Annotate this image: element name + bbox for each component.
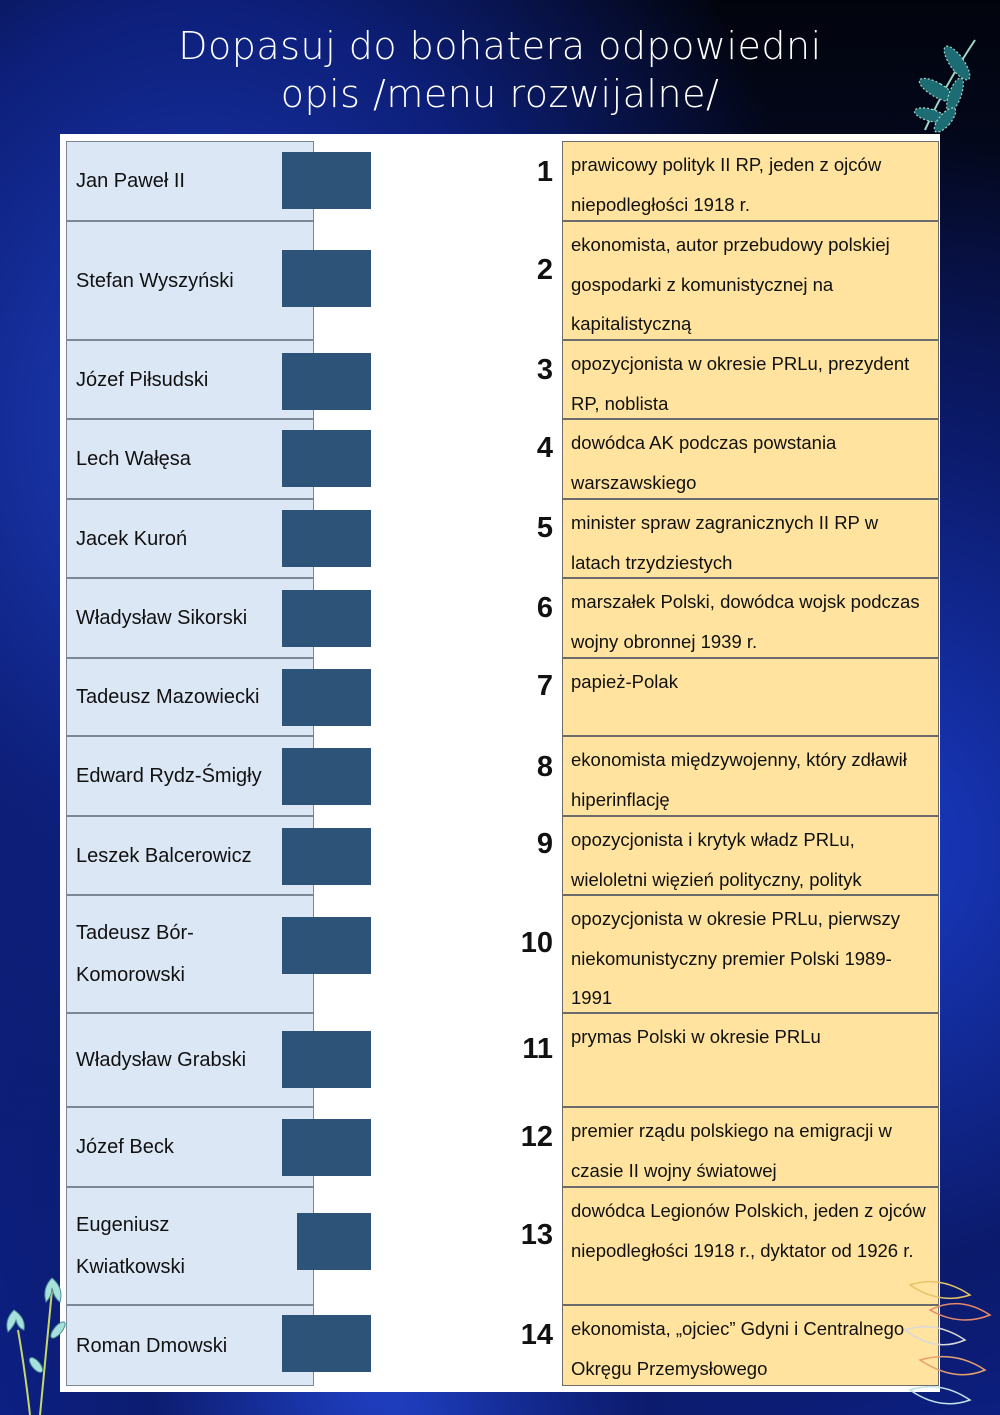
hero-name: Lech Wałęsa — [76, 448, 191, 470]
hero-name: Józef Piłsudski — [76, 368, 209, 391]
leaf-branch-icon — [905, 35, 985, 135]
description-cell: marszałek Polski, dowódca wojsk podczas wojny obronnej 1939 r. — [562, 578, 939, 658]
hero-row — [66, 1107, 314, 1187]
answer-dropdown[interactable] — [282, 917, 371, 974]
hero-name: Stefan Wyszyński — [76, 269, 234, 292]
hero-row — [66, 736, 314, 816]
answer-dropdown[interactable] — [282, 669, 371, 726]
hero-row — [66, 816, 314, 895]
answer-dropdown[interactable] — [282, 828, 371, 885]
hero-row — [66, 419, 314, 499]
page-title — [0, 22, 1000, 118]
answer-dropdown[interactable] — [282, 1119, 371, 1176]
hero-name: Jacek Kuroń — [76, 527, 188, 550]
hero-name: Eugeniusz Kwiatkowski — [76, 1214, 185, 1278]
hero-row — [66, 499, 314, 578]
description-number: 4 — [536, 432, 553, 464]
description-number: 3 — [536, 354, 553, 386]
worksheet — [60, 134, 940, 1392]
hero-name: Tadeusz Mazowiecki — [76, 686, 260, 708]
title-line-2: opis /menu rozwijalne/ — [280, 72, 720, 116]
hero-row — [66, 658, 314, 736]
description-number: 1 — [536, 156, 553, 188]
hero-name: Tadeusz Bór-Komorowski — [76, 922, 194, 986]
hero-row — [66, 340, 314, 419]
description-cell: prawicowy polityk II RP, jeden z ojców niepodległości 1918 r. — [562, 141, 939, 221]
description-cell: papież-Polak — [562, 658, 939, 736]
answer-dropdown[interactable] — [282, 590, 371, 647]
hero-row — [66, 141, 314, 221]
description-cell: minister spraw zagranicznych II RP w latach trzydziestych — [562, 499, 939, 578]
description-number: 13 — [520, 1219, 553, 1251]
answer-dropdown[interactable] — [282, 353, 371, 410]
hero-name: Jan Paweł II — [76, 170, 185, 192]
leaf-outline-icon — [900, 1265, 1000, 1415]
hero-name: Leszek Balcerowicz — [76, 844, 252, 867]
description-cell: ekonomista, autor przebudowy polskiej gospodarki z komunistycznej na kapitalistyczną — [562, 221, 939, 340]
hero-name: Józef Beck — [76, 1136, 174, 1158]
hero-row — [66, 221, 314, 340]
answer-dropdown[interactable] — [282, 510, 371, 567]
description-cell: dowódca Legionów Polskich, jeden z ojców niepodległości 1918 r., dyktator od 1926 r. — [562, 1187, 939, 1305]
description-number: 14 — [520, 1319, 553, 1351]
description-number: 5 — [536, 512, 553, 544]
description-number: 9 — [536, 828, 553, 860]
answer-dropdown[interactable] — [282, 748, 371, 805]
description-cell: dowódca AK podczas powstania warszawskiego — [562, 419, 939, 499]
description-number: 10 — [520, 927, 553, 959]
hero-row — [66, 1013, 314, 1107]
description-number: 6 — [536, 592, 553, 624]
answer-dropdown[interactable] — [282, 1031, 371, 1088]
hero-name: Edward Rydz-Śmigły — [76, 765, 262, 787]
description-number: 12 — [520, 1121, 553, 1153]
description-cell: opozycjonista i krytyk władz PRLu, wieloletni więzień polityczny, polityk — [562, 816, 939, 895]
hero-row — [66, 578, 314, 658]
hero-name: Władysław Grabski — [76, 1049, 247, 1071]
answer-dropdown[interactable] — [282, 1315, 371, 1372]
description-cell: opozycjonista w okresie PRLu, pierwszy niekomunistyczny premier Polski 1989-1991 — [562, 895, 939, 1013]
answer-dropdown[interactable] — [282, 250, 371, 307]
answer-dropdown[interactable] — [297, 1213, 371, 1270]
hero-row — [66, 1187, 314, 1305]
description-number: 2 — [536, 254, 553, 286]
hero-name: Roman Dmowski — [76, 1334, 228, 1357]
description-cell: premier rządu polskiego na emigracji w czasie II wojny światowej — [562, 1107, 939, 1187]
description-cell: ekonomista międzywojenny, który zdławił hiperinflację — [562, 736, 939, 816]
description-number: 11 — [522, 1033, 553, 1065]
flower-sprig-icon — [0, 1270, 80, 1415]
answer-dropdown[interactable] — [282, 430, 371, 487]
description-number: 8 — [536, 751, 553, 783]
description-cell: opozycjonista w okresie PRLu, prezydent RP, noblista — [562, 340, 939, 419]
description-number: 7 — [536, 670, 553, 702]
hero-name: Władysław Sikorski — [76, 607, 248, 629]
title-line-1: Dopasuj do bohatera odpowiedni — [178, 24, 822, 68]
description-cell: ekonomista, „ojciec” Gdyni i Centralnego Okręgu Przemysłowego — [562, 1305, 939, 1386]
description-cell: prymas Polski w okresie PRLu — [562, 1013, 939, 1107]
hero-row — [66, 1305, 314, 1386]
hero-row — [66, 895, 314, 1013]
answer-dropdown[interactable] — [282, 152, 371, 209]
